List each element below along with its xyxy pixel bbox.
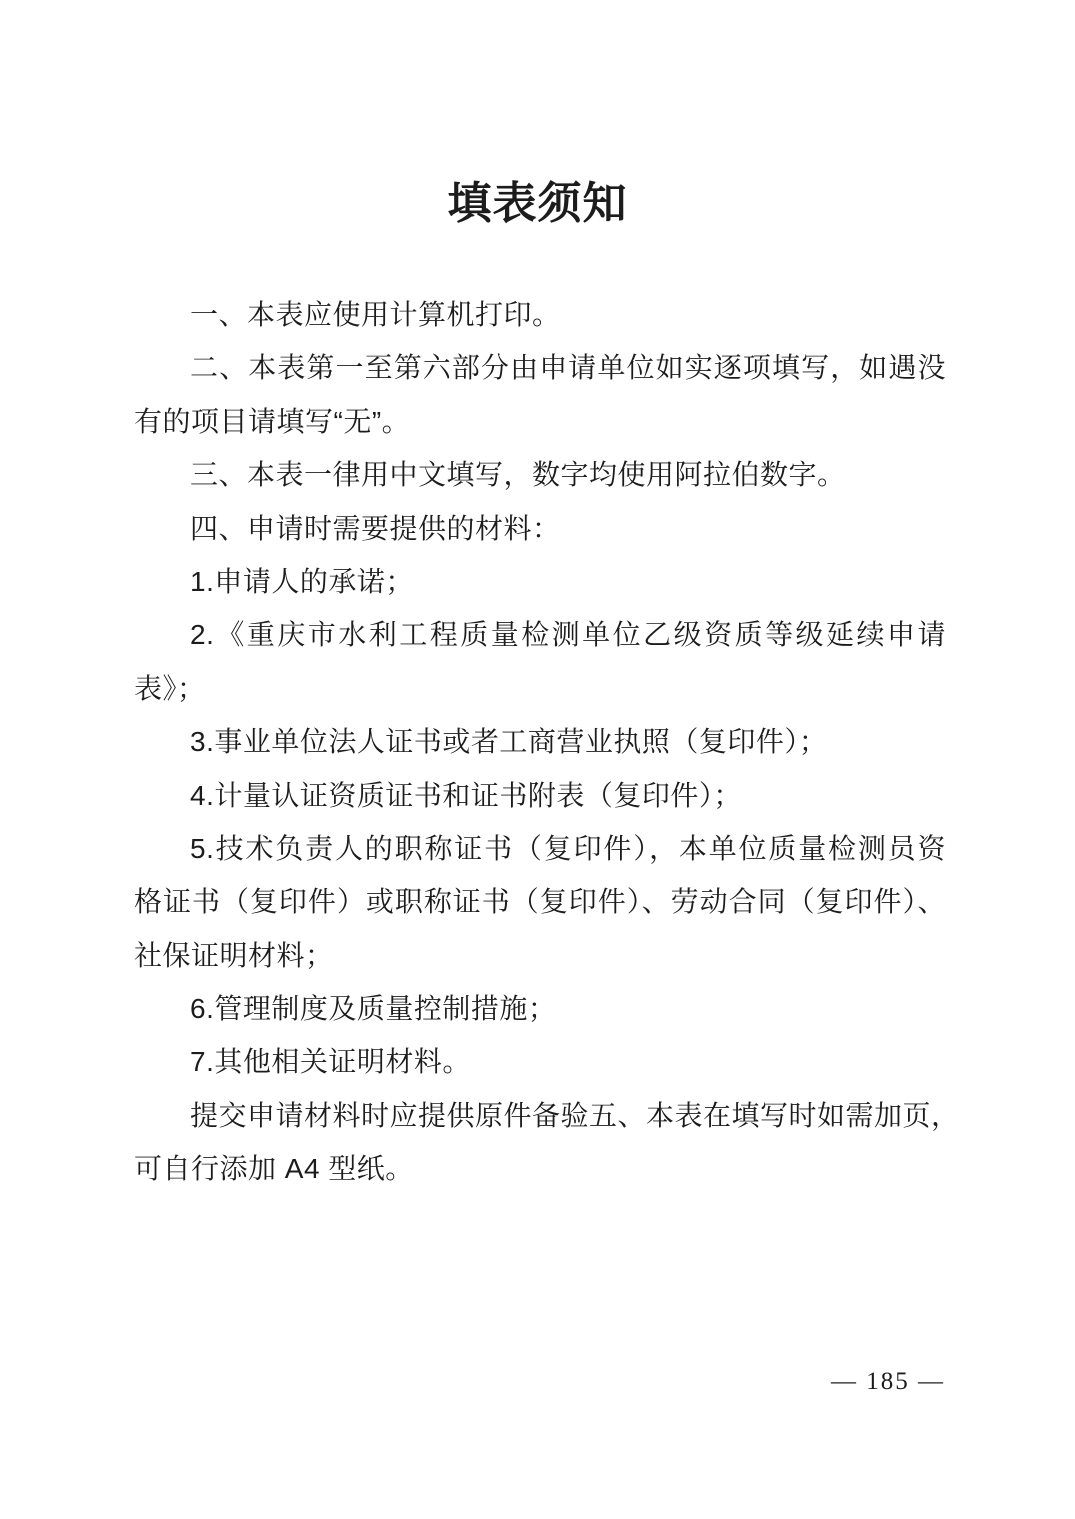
body-line-12: 格证书（复印件）或职称证书（复印件）、劳动合同（复印件）、 bbox=[134, 886, 946, 918]
body-line-3: 有的项目请填写“无”。 bbox=[134, 405, 411, 437]
body-line-17: 可自行添加 A4 型纸。 bbox=[134, 1153, 414, 1185]
body-line-9: 3.事业单位法人证书或者工商营业执照（复印件）； bbox=[190, 726, 828, 758]
document-body bbox=[134, 288, 960, 1196]
body-line-16: 提交申请材料时应提供原件备验五、本表在填写时如需加页， bbox=[190, 1099, 960, 1131]
page-title: 填表须知 bbox=[447, 179, 628, 228]
body-line-15: 7.其他相关证明材料。 bbox=[190, 1046, 471, 1078]
body-line-8: 表》； bbox=[134, 672, 206, 704]
body-line-14: 6.管理制度及质量控制措施； bbox=[190, 993, 557, 1025]
body-line-6: 1.申请人的承诺； bbox=[190, 565, 414, 597]
body-line-1: 一、本表应使用计算机打印。 bbox=[190, 299, 561, 330]
body-line-4: 三、本表一律用中文填写，数字均使用阿拉伯数字。 bbox=[190, 459, 846, 491]
body-line-11: 5.技术负责人的职称证书（复印件），本单位质量检测员资 bbox=[190, 832, 946, 864]
body-line-5: 四、申请时需要提供的材料： bbox=[190, 512, 561, 544]
body-line-2: 二、本表第一至第六部分由申请单位如实逐项填写，如遇没 bbox=[190, 352, 946, 384]
body-line-10: 4.计量认证资质证书和证书附表（复印件）； bbox=[190, 779, 742, 811]
body-line-7: 2.《重庆市水利工程质量检测单位乙级资质等级延续申请 bbox=[190, 619, 946, 651]
body-line-13: 社保证明材料； bbox=[134, 939, 334, 971]
page-number: — 185 — bbox=[831, 1368, 945, 1395]
